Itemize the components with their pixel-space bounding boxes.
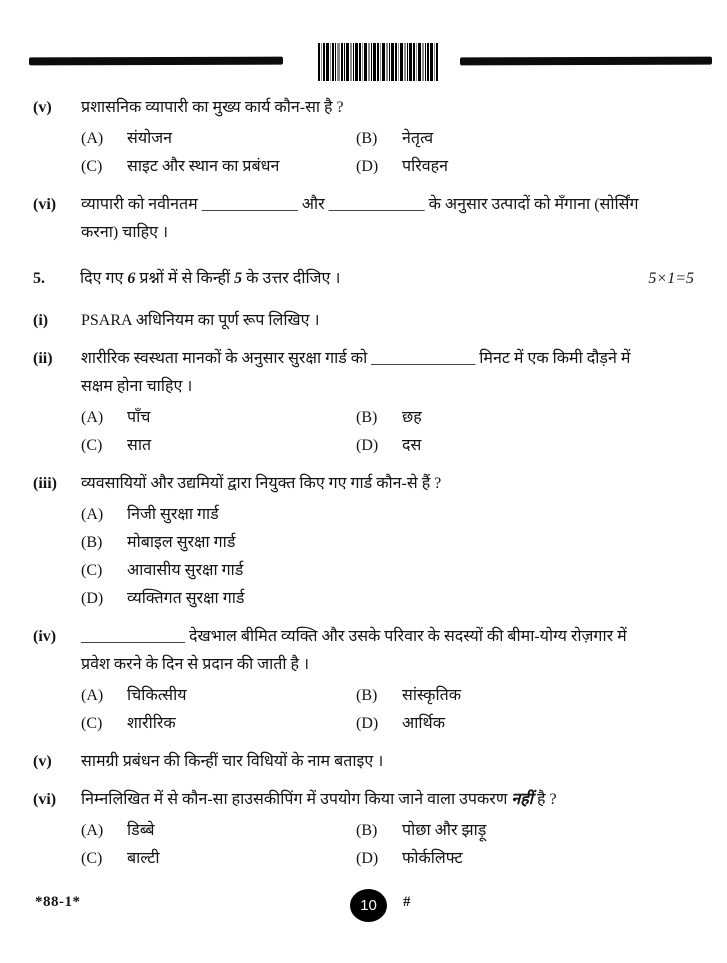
option-text: पाँच — [127, 409, 151, 426]
subquestion-vi — [33, 786, 696, 873]
header-rule-right — [460, 57, 712, 66]
option-label: (C) — [81, 715, 103, 732]
page-header — [0, 43, 727, 83]
option-text: शारीरिक — [127, 715, 176, 732]
option-B — [356, 682, 647, 710]
subquestion-number: (i) — [33, 312, 49, 329]
option-text: परिवहन — [402, 158, 449, 175]
option-label: (C) — [81, 158, 103, 175]
option-B — [81, 529, 647, 557]
option-label: (C) — [81, 562, 103, 579]
option-text: पोछा और झाड़ू — [402, 822, 487, 839]
subquestion-body — [81, 470, 647, 613]
subquestion-body — [81, 786, 647, 873]
option-label: (B) — [356, 130, 378, 147]
subquestion-text — [81, 748, 647, 776]
option-A — [81, 501, 647, 529]
subquestion-number: (v) — [33, 99, 52, 116]
subquestion-body — [81, 345, 647, 460]
subquestion-number: (iv) — [33, 628, 57, 645]
subquestion-vi-text-part-2: है ? — [532, 791, 557, 808]
subquestion-text — [81, 191, 647, 247]
option-text: साइट और स्थान का प्रबंधन — [127, 158, 280, 175]
option-C — [81, 432, 356, 460]
option-A — [81, 817, 356, 845]
option-text: सांस्कृतिक — [402, 687, 462, 704]
option-C — [81, 153, 356, 181]
question-5-marks: 5×1=5 — [648, 270, 694, 287]
option-D — [81, 585, 647, 613]
subquestion-body — [81, 94, 647, 181]
option-text: मोबाइल सुरक्षा गार्ड — [127, 534, 236, 551]
question-5-title-part-3: 5 — [234, 270, 243, 287]
option-A — [81, 404, 356, 432]
option-text: निजी सुरक्षा गार्ड — [127, 506, 219, 523]
question-5-title-part-2: प्रश्नों में से किन्हीं — [135, 270, 235, 287]
option-label: (C) — [81, 850, 103, 867]
option-label: (D) — [356, 715, 379, 732]
subquestion-number: (vi) — [33, 196, 57, 213]
subquestion-iii-text-part-0: व्यवसायियों और उद्यमियों द्वारा नियुक्त किए गए गार्ड कौन-से हैं ? — [81, 475, 442, 492]
subquestion-text — [81, 94, 647, 122]
subquestion-vi-text-part-0: व्यापारी को नवीनतम ____________ और ____________ के अनुसार उत्पादों को मँगाना (सोर्सिंग करना) चाहिए । — [81, 196, 639, 241]
subquestion-v-text-part-0: प्रशासनिक व्यापारी का मुख्य कार्य कौन-सा है ? — [81, 99, 344, 116]
questions-area — [33, 94, 696, 873]
option-D — [356, 153, 647, 181]
option-label: (D) — [356, 437, 379, 454]
subquestion-v — [33, 94, 696, 181]
subquestion-text — [81, 470, 647, 498]
hash-mark: # — [403, 894, 411, 910]
option-label: (D) — [356, 850, 379, 867]
option-text: डिब्बे — [127, 822, 155, 839]
section-previous-question-items — [33, 94, 696, 247]
option-B — [356, 125, 647, 153]
options-iv — [81, 682, 647, 738]
option-text: छह — [402, 409, 422, 426]
question-5-text — [80, 265, 648, 293]
question-5-subquestions — [33, 307, 696, 873]
option-label: (B) — [356, 687, 378, 704]
subquestion-vi-text-part-1: नहीं — [511, 791, 533, 808]
subquestion-i — [33, 307, 696, 335]
subquestion-iv — [33, 623, 696, 738]
option-text: दस — [402, 437, 422, 454]
option-label: (B) — [81, 534, 103, 551]
subquestion-v-text-part-0: सामग्री प्रबंधन की किन्हीं चार विधियों के नाम बताइए । — [81, 753, 384, 770]
question-5-title-part-0: दिए गए — [80, 270, 128, 287]
subquestion-text — [81, 345, 647, 401]
subquestion-number: (ii) — [33, 350, 53, 367]
option-text: फोर्कलिफ्ट — [402, 850, 463, 867]
option-label: (A) — [81, 687, 104, 704]
subquestion-body — [81, 191, 647, 247]
option-B — [356, 404, 647, 432]
option-label: (D) — [356, 158, 379, 175]
options-iii — [81, 501, 647, 613]
question-5-title-part-1: 6 — [127, 270, 136, 287]
option-D — [356, 710, 647, 738]
subquestion-text — [81, 786, 647, 814]
options-v — [81, 125, 647, 181]
option-A — [81, 125, 356, 153]
subquestion-ii-text-part-0: शारीरिक स्वस्थता मानकों के अनुसार सुरक्षा गार्ड को _____________ मिनट में एक किमी दौड़ने में सक्षम होना चाहिए । — [81, 350, 631, 395]
option-text: आवासीय सुरक्षा गार्ड — [127, 562, 244, 579]
option-C — [81, 845, 356, 873]
question-5-heading — [33, 265, 696, 293]
subquestion-iv-text-part-0: _____________ देखभाल बीमित व्यक्ति और उसके परिवार के सदस्यों की बीमा-योग्य रोज़गार में प्रवेश करने के दिन से प्रदान की जाती है । — [81, 628, 627, 673]
option-A — [81, 682, 356, 710]
subquestion-number: (iii) — [33, 475, 57, 492]
subquestion-i-text-part-0: PSARA अधिनियम का पूर्ण रूप लिखिए । — [81, 312, 320, 329]
option-D — [356, 432, 647, 460]
subquestion-iii — [33, 470, 696, 613]
option-label: (A) — [81, 822, 104, 839]
option-text: नेतृत्व — [402, 130, 434, 147]
option-label: (B) — [356, 822, 378, 839]
subquestion-vi — [33, 191, 696, 247]
option-label: (C) — [81, 437, 103, 454]
option-text: आर्थिक — [402, 715, 446, 732]
option-label: (A) — [81, 506, 104, 523]
option-text: सात — [127, 437, 152, 454]
subquestion-text — [81, 307, 647, 335]
option-D — [356, 845, 647, 873]
subquestion-body — [81, 748, 647, 776]
header-rule-left — [29, 57, 283, 66]
option-label: (A) — [81, 409, 104, 426]
option-C — [81, 710, 356, 738]
barcode — [318, 43, 439, 81]
question-5-number: 5. — [33, 270, 45, 287]
option-B — [356, 817, 647, 845]
option-text: व्यक्तिगत सुरक्षा गार्ड — [127, 590, 245, 607]
subquestion-body — [81, 623, 647, 738]
option-text: संयोजन — [127, 130, 172, 147]
subquestion-text — [81, 623, 647, 679]
option-label: (A) — [81, 130, 104, 147]
subquestion-ii — [33, 345, 696, 460]
option-text: बाल्टी — [127, 850, 160, 867]
options-vi — [81, 817, 647, 873]
option-C — [81, 557, 647, 585]
subquestion-vi-text-part-0: निम्नलिखित में से कौन-सा हाउसकीपिंग में उपयोग किया जाने वाला उपकरण — [81, 791, 512, 808]
page-number-badge: 10 — [350, 889, 387, 922]
paper-code: *88-1* — [35, 894, 81, 910]
page-footer — [0, 889, 727, 934]
option-label: (D) — [81, 590, 104, 607]
question-5-title-part-4: के उत्तर दीजिए । — [242, 270, 341, 287]
options-ii — [81, 404, 647, 460]
subquestion-v — [33, 748, 696, 776]
option-text: चिकित्सीय — [127, 687, 187, 704]
subquestion-number: (v) — [33, 753, 52, 770]
option-label: (B) — [356, 409, 378, 426]
question-5 — [33, 265, 696, 873]
subquestion-body — [81, 307, 647, 335]
subquestion-number: (vi) — [33, 791, 57, 808]
